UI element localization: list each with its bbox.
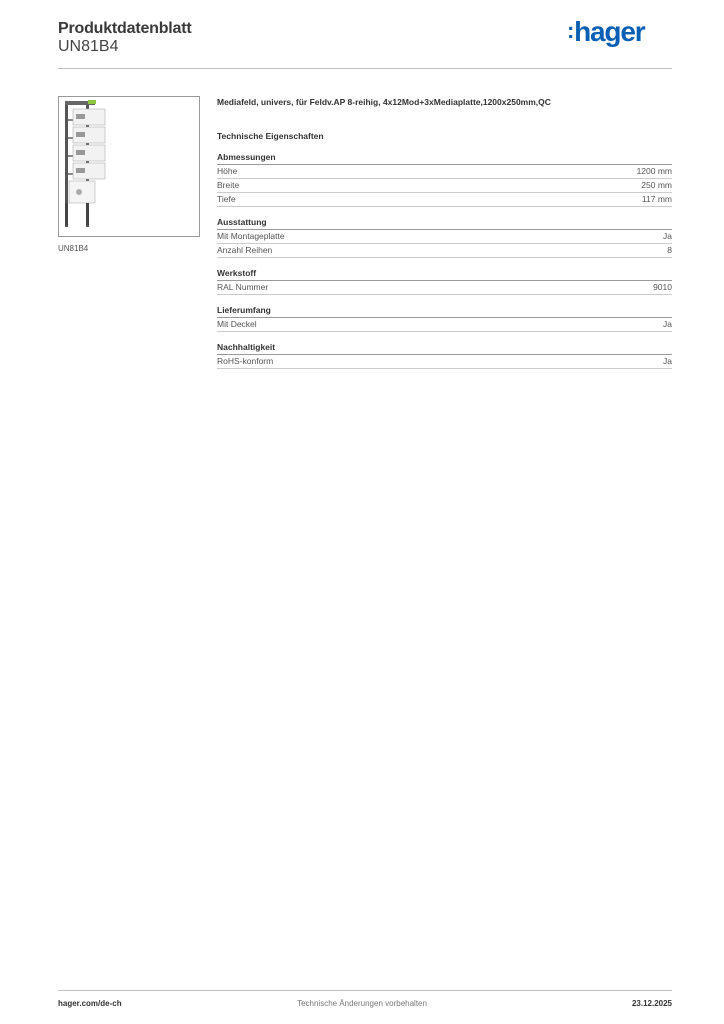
row-label: Höhe <box>217 166 238 176</box>
header-divider <box>58 68 672 69</box>
product-code: UN81B4 <box>58 38 119 55</box>
footer-notice: Technische Änderungen vorbehalten <box>297 999 427 1008</box>
row-value: Ja <box>663 356 672 366</box>
group-lieferumfang <box>217 305 672 332</box>
group-title: Lieferumfang <box>217 305 672 318</box>
table-row <box>217 193 672 207</box>
row-value: Ja <box>663 231 672 241</box>
page-title: Produktdatenblatt <box>58 20 192 37</box>
table-row <box>217 230 672 244</box>
product-image <box>59 97 199 236</box>
footer-date: 23.12.2025 <box>631 999 672 1008</box>
row-label: Mit Montageplatte <box>217 231 285 241</box>
table-row <box>217 165 672 179</box>
logo-dots: : <box>567 18 574 43</box>
product-description: Mediafeld, univers, für Feldv.AP 8-reihig, 4x12Mod+3xMediaplatte,1200x250mm,QC <box>217 97 551 107</box>
row-value: Ja <box>663 319 672 329</box>
table-row <box>217 281 672 295</box>
row-label: RAL Nummer <box>217 282 269 292</box>
row-value: 8 <box>667 245 672 255</box>
hager-logo <box>567 16 644 48</box>
section-title: Technische Eigenschaften <box>217 131 324 141</box>
group-title: Nachhaltigkeit <box>217 342 672 355</box>
row-label: Tiefe <box>217 194 236 204</box>
group-nachhaltigkeit <box>217 342 672 369</box>
table-row <box>217 179 672 193</box>
row-value: 117 mm <box>641 194 672 204</box>
group-abmessungen <box>217 152 672 207</box>
row-label: Breite <box>217 180 240 190</box>
row-label: RoHS-konform <box>217 356 274 366</box>
product-image-frame <box>58 96 200 237</box>
group-title: Abmessungen <box>217 152 672 165</box>
logo-text: hager <box>574 16 645 47</box>
table-row <box>217 244 672 258</box>
group-title: Ausstattung <box>217 217 672 230</box>
row-value: 250 mm <box>641 180 672 190</box>
footer-divider <box>58 990 672 991</box>
group-title: Werkstoff <box>217 268 672 281</box>
group-ausstattung <box>217 217 672 258</box>
row-label: Mit Deckel <box>217 319 257 329</box>
row-value: 1200 mm <box>636 166 672 176</box>
row-value: 9010 <box>653 282 672 292</box>
product-details <box>217 96 672 369</box>
table-row <box>217 318 672 332</box>
footer-website: hager.com/de-ch <box>58 999 122 1008</box>
table-row <box>217 355 672 369</box>
row-label: Anzahl Reihen <box>217 245 273 255</box>
image-caption: UN81B4 <box>58 244 89 253</box>
group-werkstoff <box>217 268 672 295</box>
